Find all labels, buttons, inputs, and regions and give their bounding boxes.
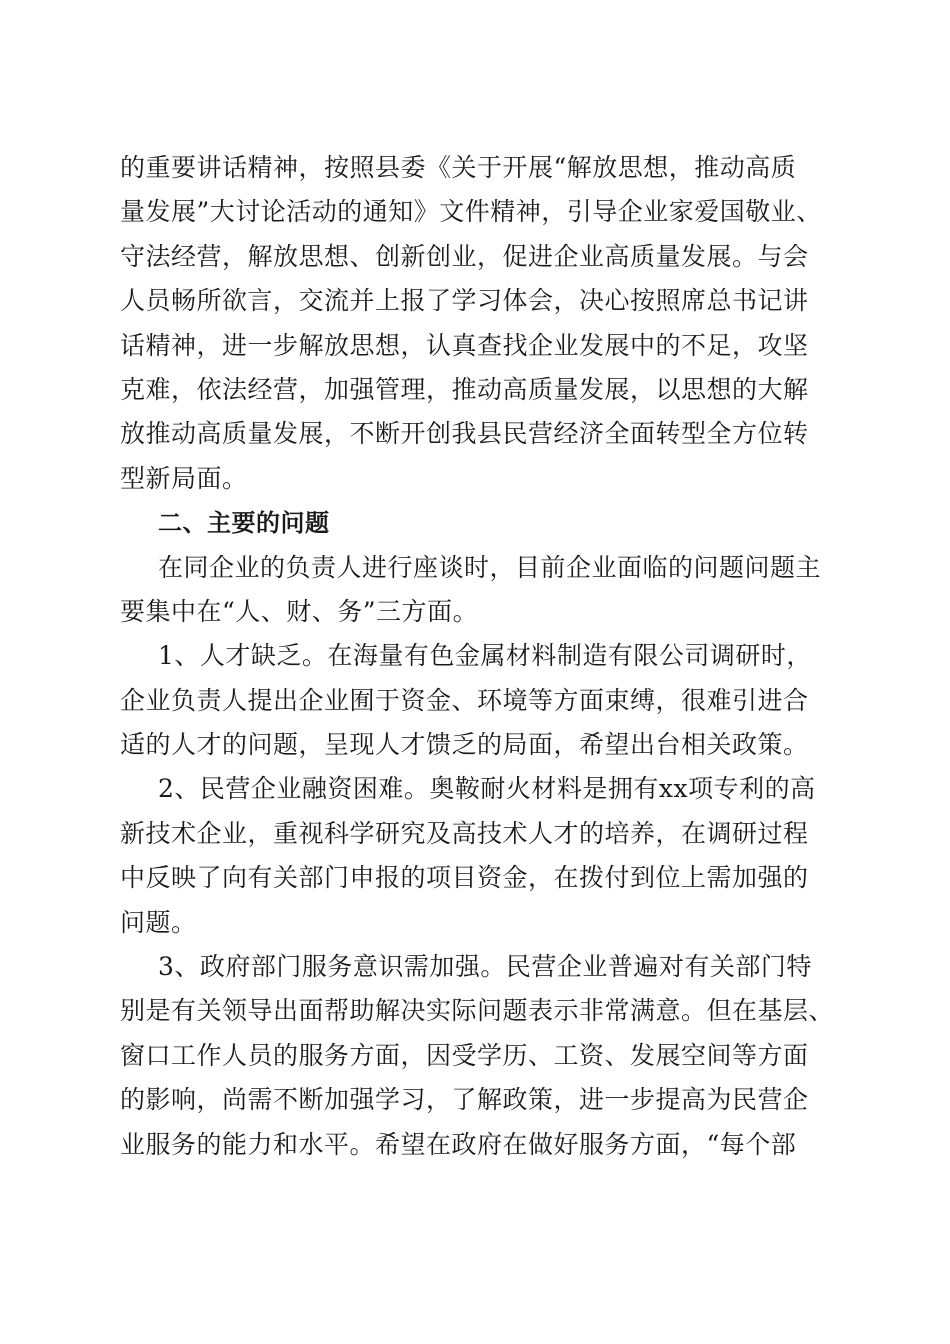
text-line: 适的人才的问题，呈现人才馈乏的局面，希望出台相关政策。 [120,730,809,760]
text-line: 3、政府部门服务意识需加强。民营企业普遍对有关部门特 [158,952,812,982]
text-line: 别是有关领导出面帮助解决实际问题表示非常满意。但在基层、 [120,996,835,1026]
text-line: 要集中在“人、财、务”三方面。 [120,596,479,626]
text-line: 的影响，尚需不断加强学习，了解政策，进一步提高为民营企 [120,1085,809,1115]
text-line: 放推动高质量发展，不断开创我县民营经济全面转型全方位转 [120,419,809,449]
text-line: 人员畅所欲言，交流并上报了学习体会，决心按照席总书记讲 [120,286,809,316]
text-line: 企业负责人提出企业囿于资金、环境等方面束缚，很难引进合 [120,685,809,715]
text-line: 克难，依法经营，加强管理，推动高质量发展，以思想的大解 [120,374,809,404]
text-line: 窗口工作人员的服务方面，因受学历、工资、发展空间等方面 [120,1040,809,1070]
text-line: 2、民营企业融资困难。奥鞍耐火材料是拥有xx项专利的高 [158,774,816,804]
text-line: 新技术企业，重视科学研究及高技术人才的培养，在调研过程 [120,818,809,848]
text-line: 在同企业的负责人进行座谈时，目前企业面临的问题问题主 [158,552,822,582]
text-line: 的重要讲话精神，按照县委《关于开展“解放思想，推动高质 [120,153,797,182]
text-line: 业服务的能力和水平。希望在政府在做好服务方面，“每个部 [120,1129,797,1159]
text-line: 中反映了向有关部门申报的项目资金，在拨付到位上需加强的 [120,863,809,893]
text-line: 话精神，进一步解放思想，认真查找企业发展中的不足，攻坚 [120,330,809,360]
text-line: 型新局面。 [120,463,248,493]
section-heading: 二、主要的问题 [158,509,330,538]
text-line: 问题。 [120,907,197,937]
text-line: 1、人才缺乏。在海量有色金属材料制造有限公司调研时， [158,641,812,671]
document-body [120,146,835,1167]
text-line: 守法经营，解放思想、创新创业，促进企业高质量发展。与会 [120,241,809,271]
text-line: 量发展”大讨论活动的通知》文件精神，引导企业家爱国敬业、 [120,197,822,227]
